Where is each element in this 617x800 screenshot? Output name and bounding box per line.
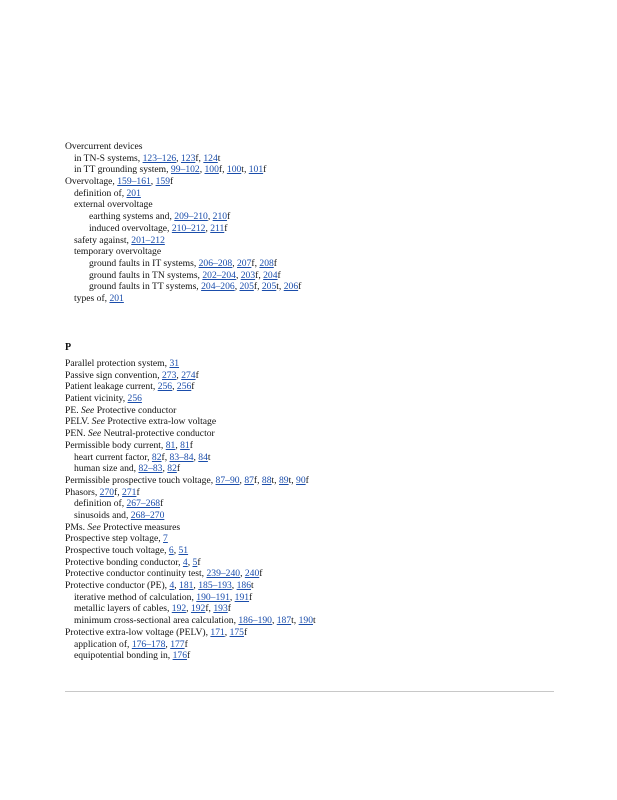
index-entry [65,428,585,440]
index-subentry [65,650,585,662]
index-subentry [65,592,585,604]
index-subentry [65,293,585,305]
entry-text: f [263,164,267,176]
page-reference-link[interactable]: 99–102 [170,164,200,176]
page-reference-link[interactable]: 206 [283,281,299,293]
index-section-o [65,141,585,305]
entry-text: PE. [65,404,81,416]
page-reference-link[interactable]: 81 [165,439,176,451]
index-subentry [65,235,585,247]
entry-text: , [224,626,230,638]
page-reference-link[interactable]: 123–126 [142,152,177,164]
entry-text: t [250,580,254,592]
index-entry [65,141,585,153]
entry-text: , [232,257,237,269]
entry-text: f [227,211,231,223]
entry-text: ground faults in TN systems, [89,269,203,281]
index-subentry [65,153,585,165]
index-subentry [65,258,585,270]
entry-text: f, [251,257,260,269]
entry-text: f, [114,486,123,498]
page-reference-link[interactable]: 5 [192,556,198,568]
page-reference-link[interactable]: 256 [176,381,192,393]
entry-text: sinusoids and, [74,509,131,521]
entry-text: f [195,369,199,381]
index-subentry [65,281,585,293]
page-reference-link[interactable]: 205 [261,281,277,293]
page-reference-link[interactable]: 159–161 [117,176,151,188]
entry-text: t, [291,615,299,627]
entry-text: induced overvoltage, [89,222,172,234]
index-entry [65,557,585,569]
page-reference-link[interactable]: 210–212 [171,222,206,234]
page-reference-link[interactable]: 193 [213,603,228,615]
entry-text: , [176,152,181,164]
entry-text: , [207,211,213,223]
page-reference-link[interactable]: 206–208 [198,257,233,269]
entry-text: f, [255,269,264,281]
entry-text: Protective conductor [94,404,177,416]
entry-text: in TN-S systems, [74,152,143,164]
index-subentry [65,498,585,510]
page-reference-link[interactable]: 274 [181,369,196,381]
page-reference-link[interactable]: 201–212 [131,234,165,246]
entry-text: f [259,568,263,580]
see-reference-text: See [81,404,95,416]
entry-text: heart current factor, [74,451,152,463]
entry-text: , [271,615,277,627]
entry-text: f [184,638,188,650]
page-reference-link[interactable]: 201 [126,187,141,199]
page-reference-link[interactable]: 240 [244,568,260,580]
entry-text: safety against, [74,234,132,246]
page-reference-link[interactable]: 171 [210,626,225,638]
entry-text: Prospective touch voltage, [65,545,169,556]
entry-text: , [239,474,245,486]
entry-text: f, [195,152,204,164]
entry-text: in TT grounding system, [74,164,171,176]
entry-text: , [174,580,180,592]
entry-text: f [298,281,302,293]
entry-text: Permissible body current, [65,439,166,451]
entry-text: , [193,451,199,463]
index-subentry [65,615,585,627]
entry-text: f [169,176,174,188]
page-reference-link[interactable]: 51 [178,545,189,556]
see-reference-text: See [87,521,101,533]
entry-text: , [175,439,181,451]
entry-text: , [231,580,237,592]
index-entry [65,545,585,557]
entry-text: , [150,176,156,188]
entry-text: Overvoltage, [65,176,118,188]
entry-text: Patient leakage current, [65,381,158,393]
page-reference-link[interactable]: 88 [261,474,272,486]
page-reference-link[interactable]: 192 [171,603,187,615]
index-entry [65,533,585,545]
page-reference-link[interactable]: 176 [172,650,187,662]
entry-text: temporary overvoltage [74,246,162,258]
page-reference-link[interactable]: 87 [244,474,254,486]
entry-text: , [235,269,241,281]
page-reference-link[interactable]: 31 [169,358,180,369]
page-reference-link[interactable]: 87–90 [215,474,240,486]
page-reference-link[interactable]: 192 [190,603,206,615]
page-reference-link[interactable]: 176–178 [131,638,166,650]
entry-text: Protective conductor continuity test, [65,568,207,580]
page-reference-link[interactable]: 191 [234,591,250,603]
page-reference-link[interactable]: 209–210 [174,211,208,223]
page-reference-link[interactable]: 187 [276,615,292,627]
index-entry [65,568,585,580]
entry-text: Neutral-protective conductor [101,428,215,440]
page-reference-link[interactable]: 181 [179,580,194,592]
page-reference-link[interactable]: 203 [240,269,256,281]
entry-text: f [277,269,281,281]
index-subentry [65,603,585,615]
index-subentry [65,211,585,223]
index-entry [65,176,585,188]
entry-text: Protective extra-low voltage [105,416,217,428]
index-entry [65,405,585,417]
entry-text: t, [276,281,284,293]
entry-text: Prospective step voltage, [65,533,164,545]
entry-text: f [224,222,228,234]
page-reference-link[interactable]: 90 [296,474,306,486]
page-reference-link[interactable]: 204–206 [201,281,235,293]
page-reference-link[interactable]: 124 [203,152,218,164]
entry-text: Parallel protection system, [65,358,170,369]
entry-text: , [193,580,199,592]
index-entry [65,393,585,405]
page-reference-link[interactable]: 100 [226,164,242,176]
entry-text: f [249,591,253,603]
page-reference-link[interactable]: 6 [168,545,174,556]
entry-text: application of, [74,638,132,650]
page-reference-link[interactable]: 186–190 [238,615,272,627]
page-reference-link[interactable]: 82–83 [138,463,163,475]
entry-text: , [176,369,182,381]
entry-text: f, [161,451,170,463]
see-reference-text: See [91,416,105,428]
page-reference-link[interactable]: 208 [259,257,274,269]
page-reference-link[interactable]: 239–240 [206,568,241,580]
index-entry [65,487,585,499]
entry-text: , [165,638,171,650]
entry-text: , [240,568,245,580]
entry-text: , [199,164,205,176]
entry-text: f, [253,474,262,486]
entry-text: t, [271,474,279,486]
index-entry [65,358,585,370]
index-subentry [65,246,585,258]
page-reference-link[interactable]: 185–193 [198,580,232,592]
page-reference-link[interactable]: 273 [162,369,177,381]
page-reference-link[interactable]: 205 [239,281,254,293]
entry-text: f [227,603,231,615]
page-reference-link[interactable]: 210 [212,211,228,223]
index-entry [65,475,585,487]
index-subentry [65,270,585,282]
index-entry [65,440,585,452]
page-reference-link[interactable]: 201 [109,292,124,304]
index-subentry [65,510,585,522]
entry-text: definition of, [74,498,127,510]
entry-text: metallic layers of cables, [74,603,172,615]
index-letter-heading: P [65,342,72,353]
entry-text: equipotential bonding in, [74,650,173,662]
page-reference-link[interactable]: 101 [248,164,264,176]
entry-text: Protective measures [100,521,181,533]
entry-text: Phasors, [65,486,100,498]
index-subentry [65,199,585,211]
entry-text: f [305,474,309,486]
entry-text: minimum cross-sectional area calculation, [74,615,239,627]
entry-text: , [173,545,179,556]
entry-text: , [172,381,177,393]
entry-text: external overvoltage [74,199,153,211]
page-reference-link[interactable]: 159 [155,176,170,188]
page-reference-link[interactable]: 177 [170,638,185,650]
entry-text: , [229,591,235,603]
entry-text: Protective bonding conductor, [65,556,183,568]
entry-text: types of, [74,292,110,304]
entry-text: , [162,463,168,475]
entry-text: t [207,451,211,463]
entry-text: f, [205,603,214,615]
entry-text: f, [218,164,227,176]
index-subentry [65,639,585,651]
entry-text: Protective conductor (PE), [65,580,170,592]
index-entry [65,627,585,639]
entry-text: Patient vicinity, [65,393,128,405]
page-reference-link[interactable]: 268–270 [130,509,165,521]
index-subentry [65,223,585,235]
page-reference-link[interactable]: 84 [198,451,208,463]
page-reference-link[interactable]: 211 [210,222,225,234]
index-subentry [65,188,585,200]
entry-text: f [186,650,191,662]
entry-text: human size and, [74,463,139,475]
page-reference-link[interactable]: 202–204 [202,269,236,281]
entry-text: t [217,152,221,164]
entry-text: Protective extra-low voltage (PELV), [65,626,211,638]
page-reference-link[interactable]: 256 [157,381,173,393]
page-reference-link[interactable]: 81 [180,439,190,451]
page-reference-link[interactable]: 82 [167,463,177,475]
entry-text: PMs. [65,521,88,533]
entry-text: f [243,626,248,638]
entry-text: f [189,439,193,451]
entry-text: f [191,381,195,393]
entry-text: , [187,556,193,568]
entry-text: Overcurrent devices [65,141,143,152]
entry-text: PELV. [65,416,92,428]
entry-text: t, [241,164,249,176]
entry-text: f [197,556,201,568]
index-subentry [65,463,585,475]
page-reference-link[interactable]: 123 [180,152,196,164]
index-subentry [65,164,585,176]
entry-text: , [234,281,240,293]
page-reference-link[interactable]: 207 [237,257,252,269]
entry-text: f [160,498,164,510]
entry-text: , [186,603,191,615]
page-reference-link[interactable]: 175 [229,626,244,638]
entry-text: Passive sign convention, [65,369,162,381]
entry-text: , [205,222,211,234]
entry-text: earthing systems and, [89,211,175,223]
entry-text: Permissible prospective touch voltage, [65,474,216,486]
entry-text: f, [253,281,262,293]
page-reference-link[interactable]: 7 [163,533,168,545]
page-reference-link[interactable]: 270 [99,486,115,498]
page-reference-link[interactable]: 204 [263,269,278,281]
index-entry [65,580,585,592]
entry-text: f [273,257,277,269]
page-reference-link[interactable]: 83–84 [169,451,194,463]
entry-text: ground faults in TT systems, [89,281,202,293]
entry-text: t [313,615,316,627]
page-reference-link[interactable]: 256 [127,393,142,405]
see-reference-text: See [87,428,102,440]
page-reference-link[interactable]: 190–191 [196,591,230,603]
entry-text: f [176,463,181,475]
entry-text: definition of, [74,187,127,199]
footer-divider [65,691,554,692]
index-subentry [65,452,585,464]
index-section-p [65,342,585,662]
index-entry [65,381,585,393]
entry-text: t, [288,474,297,486]
page-reference-link[interactable]: 271 [122,486,137,498]
page-reference-link[interactable]: 4 [169,580,175,592]
page-reference-link[interactable]: 89 [278,474,289,486]
entry-text: PEN. [65,428,88,440]
page-reference-link[interactable]: 4 [182,556,188,568]
index-entry [65,522,585,534]
entry-text: ground faults in IT systems, [89,257,199,269]
page-reference-link[interactable]: 100 [204,164,219,176]
index-entry [65,370,585,382]
page-reference-link[interactable]: 267–268 [126,498,161,510]
index-entry [65,416,585,428]
page-reference-link[interactable]: 186 [236,580,251,592]
page-reference-link[interactable]: 82 [151,451,162,463]
entry-text: f [136,486,140,498]
entry-text: iterative method of calculation, [74,591,197,603]
page-reference-link[interactable]: 190 [298,615,313,627]
